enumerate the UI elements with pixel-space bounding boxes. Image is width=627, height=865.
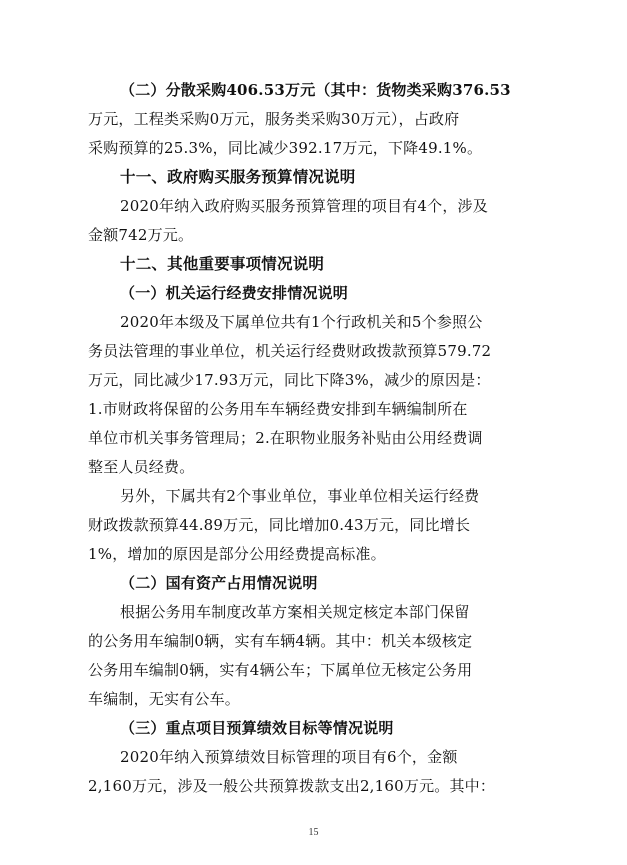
paragraph-line: 整至人员经费。 [88,458,195,476]
paragraph-line: 金额742万元。 [88,226,194,244]
paragraph-line: （二）分散采购406.53万元（其中：货物类采购376.53 [120,81,511,99]
paragraph-line: 财政拨款预算44.89万元，同比增加0.43万元，同比增长 [88,516,471,534]
paragraph-line: 1%，增加的原因是部分公用经费提高标准。 [88,545,386,563]
paragraph-line: 1.市财政将保留的公务用车车辆经费安排到车辆编制所在 [88,400,468,418]
subsection-heading: （一）机关运行经费安排情况说明 [120,284,349,302]
paragraph-line: 2020年纳入政府购买服务预算管理的项目有4个，涉及 [120,197,488,215]
subsection-heading: （二）国有资产占用情况说明 [120,574,318,592]
paragraph-line: 2020年纳入预算绩效目标管理的项目有6个，金额 [120,748,458,766]
section-heading: 十二、其他重要事项情况说明 [120,255,325,273]
paragraph-line: 万元，工程类采购0万元，服务类采购30万元），占政府 [88,110,460,128]
paragraph-line: 务员法管理的事业单位，机关运行经费财政拨款预算579.72 [88,342,492,360]
paragraph-line: 根据公务用车制度改革方案相关规定核定本部门保留 [120,603,470,621]
paragraph-line: 2020年本级及下属单位共有1个行政机关和5个参照公 [120,313,483,331]
paragraph-line: 公务用车编制0辆，实有4辆公车；下属单位无核定公务用 [88,661,473,679]
subsection-heading: （三）重点项目预算绩效目标等情况说明 [120,719,394,737]
paragraph-line: 2,160万元，涉及一般公共预算拨款支出2,160万元。其中： [88,777,496,795]
paragraph-line: 采购预算的25.3%，同比减少392.17万元，下降49.1%。 [88,139,483,157]
paragraph-line: 车编制，无实有公车。 [88,690,241,708]
section-heading: 十一、政府购买服务预算情况说明 [120,168,356,186]
paragraph-line: 另外，下属共有2个事业单位，事业单位相关运行经费 [120,487,480,505]
paragraph-line: 单位市机关事务管理局；2.在职物业服务补贴由公用经费调 [88,429,483,447]
paragraph-line: 的公务用车编制0辆，实有车辆4辆。其中：机关本级核定 [88,632,473,650]
paragraph-line: 万元，同比减少17.93万元，同比下降3%，减少的原因是： [88,371,491,389]
document-body [88,76,538,801]
page-number: 15 [308,827,319,838]
